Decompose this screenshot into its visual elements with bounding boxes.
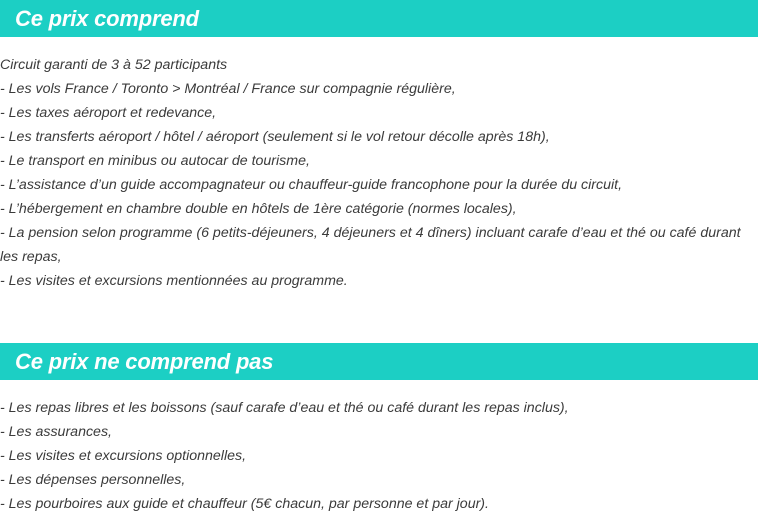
excluded-section-body [0, 396, 756, 516]
excluded-line-0: - Les repas libres et les boissons (sauf carafe d’eau et thé ou café durant les repas inclus), [0, 400, 569, 416]
included-section-body [0, 53, 756, 293]
included-line-5: - L’assistance d’un guide accompagnateur ou chauffeur-guide francophone pour la durée du circuit, [0, 177, 623, 193]
excluded-line-4: - Les pourboires aux guide et chauffeur (5€ chacun, par personne et par jour). [0, 496, 489, 512]
excluded-line-1: - Les assurances, [0, 424, 112, 440]
excluded-line-2: - Les visites et excursions optionnelles, [0, 448, 247, 464]
included-line-0: Circuit garanti de 3 à 52 participants [0, 57, 228, 73]
excluded-section-title: Ce prix ne comprend pas [15, 348, 274, 374]
included-line-4: - Le transport en minibus ou autocar de tourisme, [0, 153, 310, 169]
included-line-1: - Les vols France / Toronto > Montréal / France sur compagnie régulière, [0, 81, 456, 97]
included-section-title: Ce prix comprend [15, 5, 199, 31]
included-section-header [0, 0, 758, 37]
excluded-line-3: - Les dépenses personnelles, [0, 472, 186, 488]
included-line-6: - L’hébergement en chambre double en hôtels de 1ère catégorie (normes locales), [0, 201, 517, 217]
included-line-3: - Les transferts aéroport / hôtel / aéroport (seulement si le vol retour décolle après 18h), [0, 129, 550, 145]
included-line-2: - Les taxes aéroport et redevance, [0, 105, 217, 121]
included-line-8: - Les visites et excursions mentionnées au programme. [0, 273, 348, 289]
excluded-section-header [0, 343, 758, 380]
included-line-7: - La pension selon programme (6 petits-déjeuners, 4 déjeuners et 4 dîners) incluant carafe d’eau et thé ou café durant les repas, [0, 225, 741, 265]
